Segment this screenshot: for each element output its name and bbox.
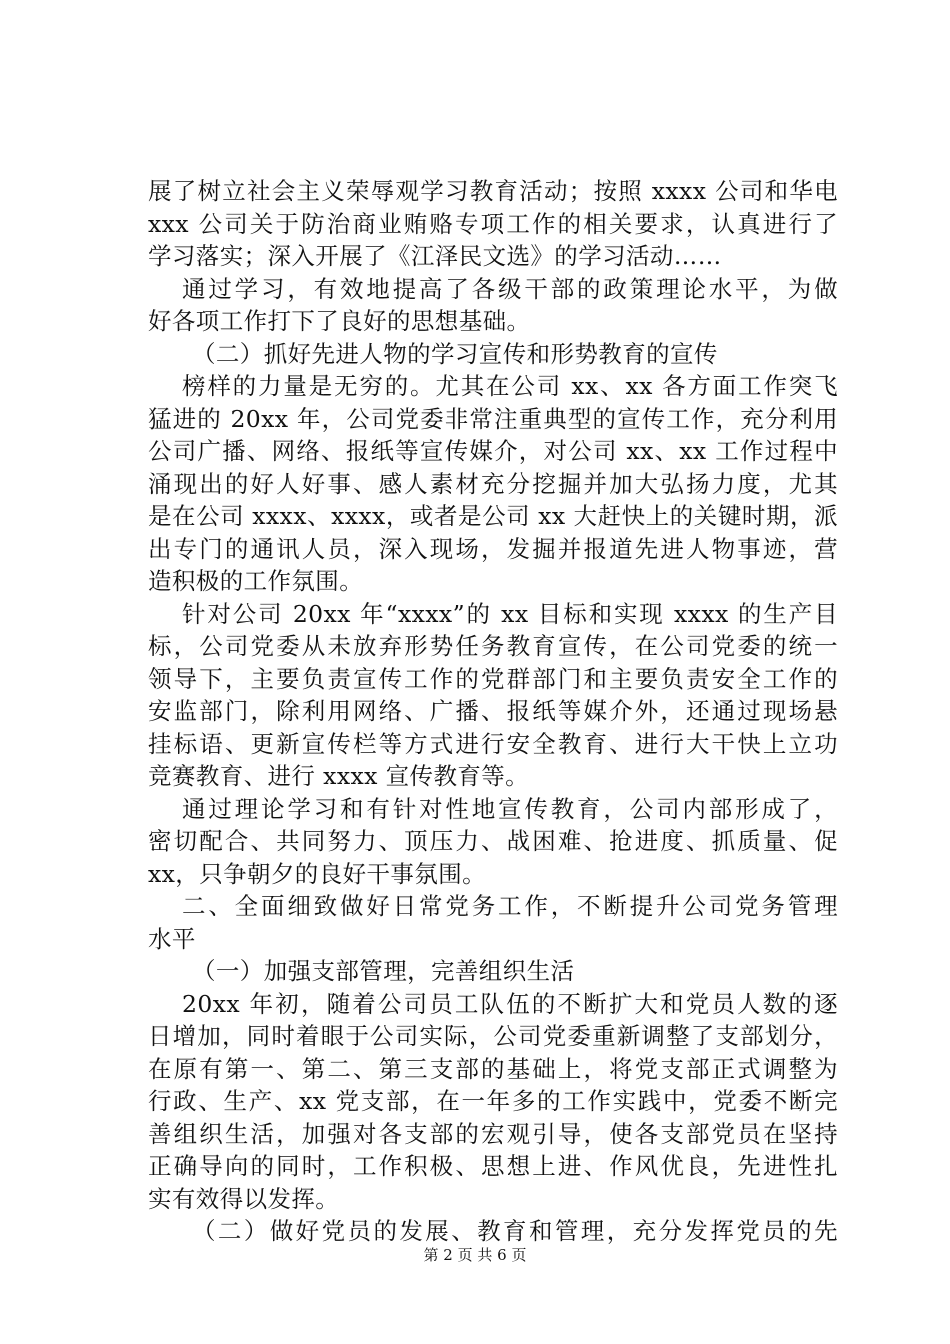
document-body <box>148 175 838 1248</box>
text-line: xxx 公司关于防治商业贿赂专项工作的相关要求，认真进行了 <box>148 209 838 238</box>
text-line: xx，只争朝夕的良好干事氛围。 <box>148 859 487 888</box>
text-line: （二）做好党员的发展、教育和管理，充分发挥党员的先 <box>192 1217 838 1245</box>
text-line: 正确导向的同时，工作积极、思想上进、作风优良，先进性扎 <box>148 1152 838 1180</box>
text-line: 好各项工作打下了良好的思想基础。 <box>148 307 531 335</box>
text-line: 水平 <box>148 924 196 953</box>
text-line: 密切配合、共同努力、顶压力、战困难、抢进度、抓质量、促 <box>148 827 838 855</box>
text-line: 公司广播、网络、报纸等宣传媒介，对公司 xx、xx 工作过程中 <box>148 437 838 465</box>
text-line: 造积极的工作氛围。 <box>148 567 364 595</box>
text-line: 善组织生活，加强对各支部的宏观引导，使各支部党员在坚持 <box>148 1119 838 1148</box>
text-line: 展了树立社会主义荣辱观学习教育活动；按照 xxxx 公司和华电 <box>148 177 838 205</box>
text-line: 在原有第一、第二、第三支部的基础上，将党支部正式调整为 <box>148 1054 838 1083</box>
text-line: 是在公司 xxxx、xxxx，或者是公司 xx 大赶快上的关键时期，派 <box>148 502 838 530</box>
text-line: 行政、生产、xx 党支部，在一年多的工作实践中，党委不断完 <box>148 1087 838 1115</box>
text-line: 领导下，主要负责宣传工作的党群部门和主要负责安全工作的 <box>148 664 838 693</box>
text-line: 涌现出的好人好事、感人素材充分挖掘并加大弘扬力度，尤其 <box>148 469 838 498</box>
text-line: 实有效得以发挥。 <box>148 1184 340 1213</box>
text-line: （一）加强支部管理，完善组织生活 <box>192 957 575 985</box>
text-line: 通过学习，有效地提高了各级干部的政策理论水平，为做 <box>182 274 838 303</box>
text-line: 二、全面细致做好日常党务工作，不断提升公司党务管理 <box>182 892 838 920</box>
text-line: 安监部门，除利用网络、广播、报纸等媒介外，还通过现场悬 <box>148 697 838 725</box>
text-line: 针对公司 20xx 年“xxxx”的 xx 目标和实现 xxxx 的生产目 <box>182 599 838 628</box>
text-line: 猛进的 20xx 年，公司党委非常注重典型的宣传工作，充分利用 <box>148 404 838 433</box>
text-line: 日增加，同时着眼于公司实际，公司党委重新调整了支部划分， <box>148 1022 838 1050</box>
text-line: 挂标语、更新宣传栏等方式进行安全教育、进行大干快上立功 <box>148 729 838 758</box>
text-line: 竞赛教育、进行 xxxx 宣传教育等。 <box>148 762 530 790</box>
text-line: 学习落实；深入开展了《江泽民文选》的学习活动…… <box>148 242 722 270</box>
text-line: 出专门的通讯人员，深入现场，发掘并报道先进人物事迹，营 <box>148 534 838 563</box>
text-line: 标，公司党委从未放弃形势任务教育宣传，在公司党委的统一 <box>148 632 838 660</box>
text-line: 榜样的力量是无穷的。尤其在公司 xx、xx 各方面工作突飞 <box>182 372 838 400</box>
text-line: （二）抓好先进人物的学习宣传和形势教育的宣传 <box>192 339 718 368</box>
text-line: 通过理论学习和有针对性地宣传教育，公司内部形成了， <box>182 794 838 823</box>
page-footer: 第 2 页 共 6 页 <box>423 1246 527 1264</box>
text-line: 20xx 年初，随着公司员工队伍的不断扩大和党员人数的逐 <box>182 989 838 1018</box>
